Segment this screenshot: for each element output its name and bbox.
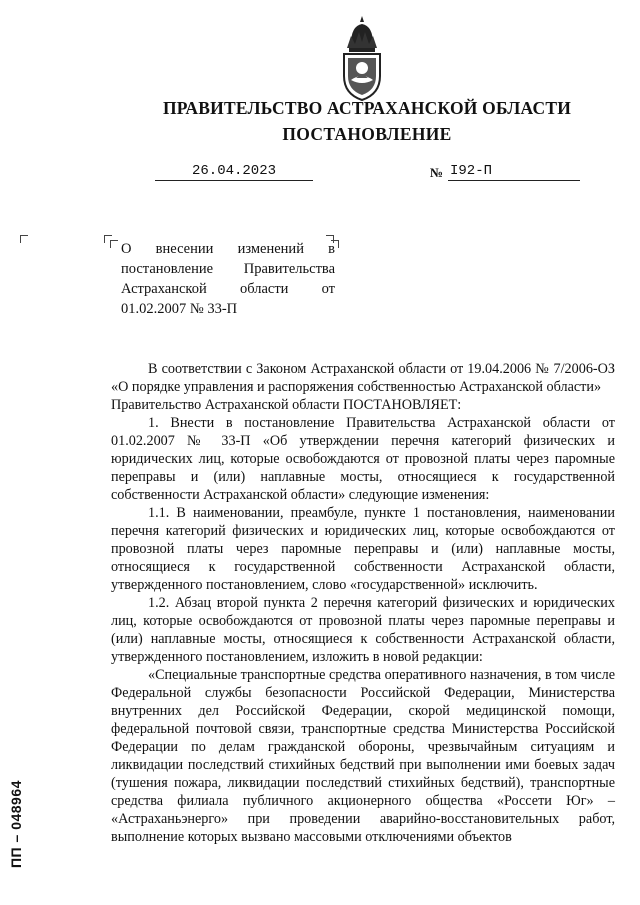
government-name: ПРАВИТЕЛЬСТВО АСТРАХАНСКОЙ ОБЛАСТИ	[162, 98, 572, 118]
document-type: ПОСТАНОВЛЕНИЕ	[282, 124, 452, 144]
clause-1-1-paragraph: 1.1. В наименовании, преамбуле, пункте 1 постановления, наименовании перечня категорий физических и юридических лиц, которые освобождаются от провозной платы через паромные переправы и (или) наплавные мосты, относящиеся к государственной собственности Астраханской области, утвержденного постановлением, слово «государственной» исключить.	[111, 505, 615, 593]
new-edition-paragraph: «Специальные транспортные средства оперативного назначения, в том числе Федеральной службы безопасности Российской Федерации, Министерства внутренних дел Российской Федерации, скорой медицинской помощи, федеральной почтовой связи, транспортные средства Министерства Российской Федерации по делам гражданской обороны, чрезвычайным ситуациям и ликвидации последствий стихийных бедствий при выполнении ими боевых задач (тушения пожара, ликвидации последствий стихийных бедствий), транспортные средства филиала публичного акционерного общества «Россети Юг» – «Астраханьэнерго» при проведении аварийно-восстановительных работ, выполнение которых вызвано массовыми отключениями объектов	[111, 667, 615, 845]
clause-1-2-paragraph: 1.2. Абзац второй пункта 2 перечня категорий физических и юридических лиц, которые освобождаются от провозной платы через паромные переправы и (или) наплавные мосты, относящиеся к собственности Астраханской области, утвержденного постановлением, изложить в новой редакции:	[111, 595, 615, 665]
document-body	[111, 360, 615, 846]
preamble-paragraph: В соответствии с Законом Астраханской области от 19.04.2006 № 7/2006-ОЗ «О порядке управления и распоряжения собственностью Астраханской области»	[111, 361, 615, 395]
form-serial-number: ПП – 048964	[8, 780, 24, 868]
number-underline	[448, 180, 580, 181]
document-subject: О внесении изменений в постановление Правительства Астраханской области от 01.02.2007 № 33-П	[121, 241, 335, 317]
document-number: I92-П	[450, 163, 493, 179]
clause-1-paragraph: 1. Внести в постановление Правительства Астраханской области от 01.02.2007 № 33-П «Об утверждении перечня категорий физических и юридических лиц, которые освобождаются от провозной платы через паромные переправы и (или) наплавные мосты, относящиеся к государственной собственности Астраханской области» следующие изменения:	[111, 415, 615, 503]
date-underline	[155, 180, 313, 181]
resolution-paragraph: Правительство Астраханской области ПОСТАНОВЛЯЕТ:	[111, 397, 462, 413]
subject-corner-left-inner	[110, 240, 118, 248]
document-date: 26.04.2023	[191, 163, 276, 179]
margin-corner-mark	[20, 235, 28, 243]
astrakhan-coat-of-arms-icon	[337, 14, 387, 102]
number-label: №	[430, 165, 444, 180]
